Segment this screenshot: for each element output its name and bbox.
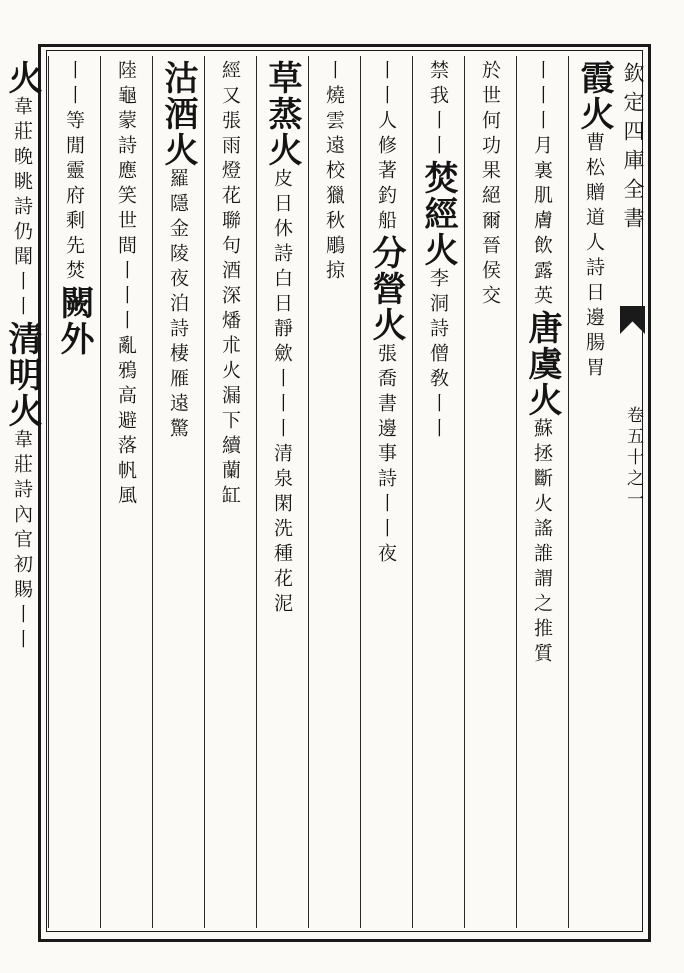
text-column [152,56,204,928]
entry-heading: 沽酒火 [158,60,198,168]
volume-label: 卷五十之一 [623,406,643,511]
entry-text: 羅隱金陵夜泊詩棲雁遠驚 [167,168,189,443]
text-column [568,56,620,928]
text-column [464,56,516,928]
text-column [100,56,152,928]
entry-heading: 闕外 [54,285,94,357]
entry-text: 禁我丨丨 [427,60,449,160]
entry-text: 皮日休詩白日靜歛丨丨丨清泉閑洗種花泥 [271,168,293,618]
entry-text: 曹松贈道人詩日邊腸胃 [583,132,605,382]
entry-heading: 分營火 [366,235,406,343]
entry-text: 經又張雨燈花聯句酒深燔朮火漏下續蘭缸 [219,60,241,510]
entry-text: 丨丨丨月裏肌膚飲露英 [531,60,553,310]
entry-text: 韋莊詩內官初賜丨丨 [11,429,33,654]
text-column [204,56,256,928]
text-column [516,56,568,928]
center-fold-column [620,56,645,928]
entry-text: 丨丨等閒靈府剩先焚 [63,60,85,285]
entry-heading: 焚經火 [418,160,458,268]
entry-text: 陸龜蒙詩應笑世間丨丨丨亂鴉高避落帆風 [115,60,137,510]
entry-text: 於世何功果絕爾晉侯交 [479,60,501,310]
entry-heading: 唐虞火 [522,310,562,418]
text-column [256,56,308,928]
text-column [0,56,48,928]
entry-text: 韋莊晚眺詩仍聞丨丨 [11,96,33,321]
entry-text: 丨燒雲遠校獵秋鵰掠 [323,60,345,285]
entry-text: 蘇拯斷火謠誰謂之推質 [531,418,553,668]
entry-heading: 霞火 [574,60,614,132]
text-column [360,56,412,928]
fishtail-mark-icon [620,306,645,334]
text-column [308,56,360,928]
entry-text: 丨丨人修著釣船 [375,60,397,235]
entry-heading: 火 [2,60,42,96]
text-columns [2,56,620,928]
entry-heading: 清明火 [2,321,42,429]
text-column [48,56,100,928]
entry-text: 張喬書邊事詩丨丨夜 [375,343,397,568]
text-column [412,56,464,928]
entry-heading: 草蒸火 [262,60,302,168]
entry-text: 李洞詩僧敎丨丨 [427,268,449,443]
book-title: 欽定四庫全書 [621,62,645,236]
